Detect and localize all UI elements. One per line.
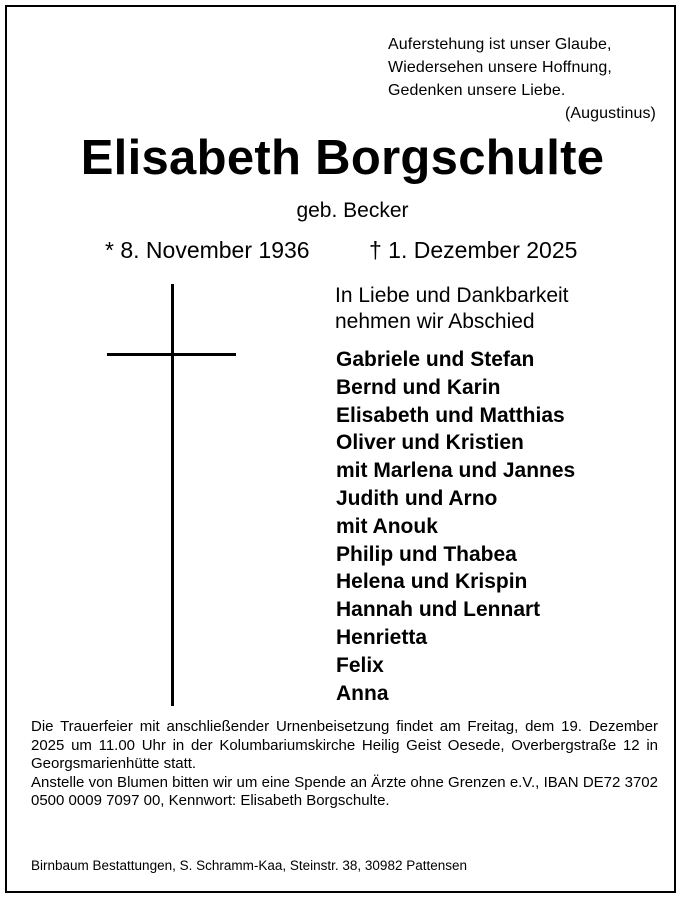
cross-icon-bar [107,353,236,356]
life-dates [105,235,605,265]
mourner-item: Bernd und Karin [336,375,501,399]
quote-line: Wiedersehen unsere Hoffnung, [388,59,612,76]
birth-date: * 8. November 1936 [105,237,310,263]
mourner-item: Gabriele und Stefan [336,348,535,371]
mourners-list [336,346,575,707]
quote-line: Auferstehung ist unser Glaube, [388,36,612,53]
mourner-item: Judith und Arno [336,486,498,510]
mourner-item: Oliver und Kristien [336,431,524,455]
cross-icon [171,284,174,706]
maiden-name: geb. Becker [296,199,409,222]
mourner-item: Hannah und Lennart [336,598,541,622]
farewell-line: nehmen wir Abschied [335,310,535,333]
quote-line: Gedenken unsere Liebe. [388,82,566,99]
death-date: † 1. Dezember 2025 [369,237,578,263]
quote-block [388,33,658,125]
farewell-text [335,283,569,335]
deceased-name: Elisabeth Borgschulte [80,131,605,185]
donation-text: Anstelle von Blumen bitten wir um eine Spende an Ärzte ohne Grenzen e.V., IBAN DE72 3702 0500 0009 7097 00, Kennwort: Elisabeth Borgschulte. [31,773,658,809]
undertaker-footer: Birnbaum Bestattungen, S. Schramm-Kaa, Steinstr. 38, 30982 Pattensen [31,858,468,873]
mourner-item: Philip und Thabea [336,542,517,566]
mourner-item: Elisabeth und Matthias [336,403,565,427]
quote-author: (Augustinus) [564,105,656,122]
mourner-item: Henrietta [336,625,428,649]
mourner-item: Anna [336,681,389,705]
mourner-item: mit Anouk [336,514,438,538]
mourner-item: mit Marlena und Jannes [336,459,576,483]
ceremony-info [31,718,658,811]
mourner-item: Helena und Krispin [336,570,528,594]
ceremony-text: Die Trauerfeier mit anschließender Urnenbeisetzung findet am Freitag, dem 19. Dezember 2025 um 11.00 Uhr in der Kolumbariumskirche Heilig Geist Oesede, Overbergstraße 12 in Georgsmarienhütte statt. [31,718,658,772]
farewell-line: In Liebe und Dankbarkeit [335,284,569,307]
mourner-item: Felix [336,653,384,677]
